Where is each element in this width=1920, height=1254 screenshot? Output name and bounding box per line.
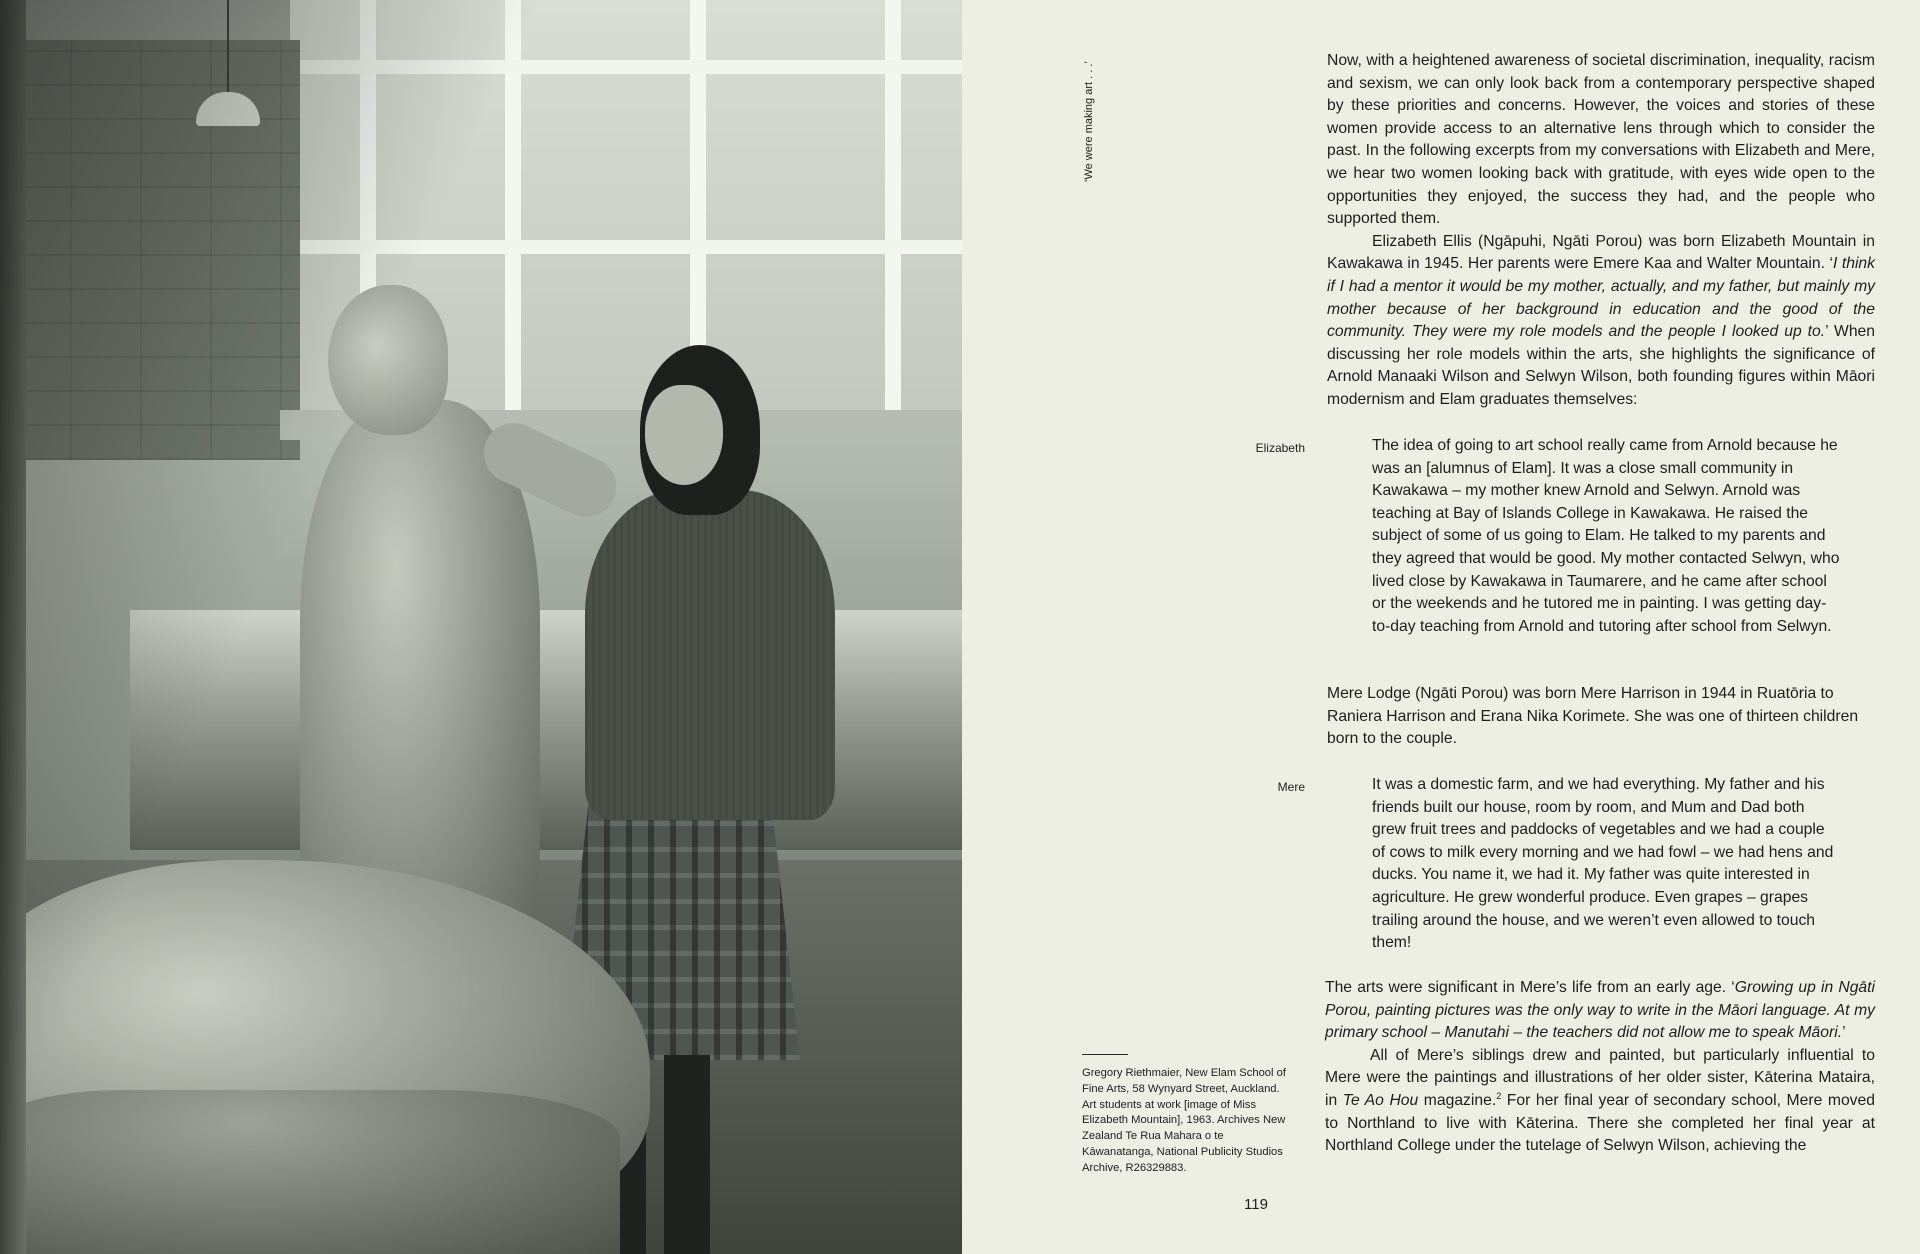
paragraph-5-text: All of Mere’s siblings drew and painted, but particularly influential to Mere were the paintings and illustrations of her older sister, Kāterina Mataira, in (1325, 1046, 1875, 1109)
paragraph-2-text-end: ’ When discussing her role models within the arts, she highlights the significance of Arnold Manaaki Wilson and Selwyn Wilson, both founding figures within Māori modernism and Elam graduates themselves: (1327, 323, 1875, 408)
footnote-reference[interactable]: 2 (1496, 1090, 1502, 1101)
blockquote-elizabeth: The idea of going to art school really came from Arnold because he was an [alumnus of Elam]. It was a close small community in Kawakawa – my mother knew Arnold and Selwyn. Arnold was teaching at Bay of Islands College in Kawakawa. He raised the subject of some of us going to Elam. He talked to my parents and they agreed that would be good. My mother contacted Selwyn, who lived close by Kawakawa in Taumarere, and he came after school or the weekends and he tutored me in painting. I was getting day-to-day teaching from Arnold and tutoring after school from Selwyn. (1372, 437, 1840, 635)
paragraph-4 (1325, 977, 1875, 1045)
paragraph-4-quote: Growing up in Ngāti Porou, painting pictures was the only way to write in the Māori language. At my primary school – Manutahi – the teachers did not allow me to speak Māori. (1325, 979, 1875, 1042)
magazine-title: Te Ao Hou (1342, 1091, 1419, 1109)
photo-caption: Gregory Riethmaier, New Elam School of Fine Arts, 58 Wynyard Street, Auckland. Art students at work [image of Miss Elizabeth Mountain], 1963. Archives New Zealand Te Rua Mahara o te Kāwanatanga, National Publicity Studios Archive, R26329883. (1082, 1067, 1286, 1174)
paragraph-2 (1327, 231, 1875, 412)
body-text-bottom (1325, 977, 1875, 1158)
body-text-middle (1327, 683, 1875, 751)
speaker-label-elizabeth: Elizabeth (1255, 441, 1305, 455)
paragraph-1: Now, with a heightened awareness of societal discrimination, inequality, racism and sexism, we can only look back from a contemporary perspective shaped by these priorities and concerns. However, the voices and stories of these women provide access to an alternative lens through which to consider the past. In the following excerpts from my conversations with Elizabeth and Mere, we hear two women looking back with gratitude, with eyes wide open to the opportunities they enjoyed, the success they had, and the people who supported them. (1327, 52, 1875, 228)
paragraph-4-text-end: ’ (1842, 1024, 1846, 1042)
paragraph-5-text-end: For her final year of secondary school, Mere moved to Northland to live with Kāterina. There she completed her final year at Northland College under the tutelage of Selwyn Wilson, achieving the (1325, 1091, 1875, 1155)
speaker-label-mere: Mere (1277, 780, 1305, 794)
paragraph-2-text: Elizabeth Ellis (Ngāpuhi, Ngāti Porou) was born Elizabeth Mountain in Kawakawa in 1945. Her parents were Emere Kaa and Walter Mountain. ‘ (1327, 232, 1875, 273)
body-text-top (1327, 50, 1875, 412)
paragraph-5-text-mid: magazine. (1418, 1091, 1497, 1109)
page-number: 119 (1244, 1196, 1268, 1213)
paragraph-3: Mere Lodge (Ngāti Porou) was born Mere Harrison in 1944 in Ruatōria to Raniera Harrison and Erana Nika Korimete. She was one of thirteen children born to the couple. (1327, 685, 1859, 748)
paragraph-2-quote: I think if I had a mentor it would be my mother, actually, and my father, but mainly my mother because of her background in education and the good of the community. They were my role models and the people I looked up to. (1327, 255, 1875, 341)
paragraph-5 (1325, 1045, 1875, 1158)
blockquote-mere: It was a domestic farm, and we had everything. My father and his friends built our house, room by room, and Mum and Dad both grew fruit trees and paddocks of vegetables and we had a couple of cows to milk every morning and we had fowl – we had hens and ducks. You name it, we had it. My father was quite interested in agriculture. He grew wonderful produce. Even grapes – grapes trailing around the house, and we weren’t even allowed to touch them! (1372, 776, 1834, 952)
running-head: ‘We were making art . . .’ (1083, 61, 1095, 182)
paragraph-4-text: The arts were significant in Mere’s life from an early age. ‘ (1325, 979, 1735, 996)
caption-rule (1082, 1054, 1128, 1055)
